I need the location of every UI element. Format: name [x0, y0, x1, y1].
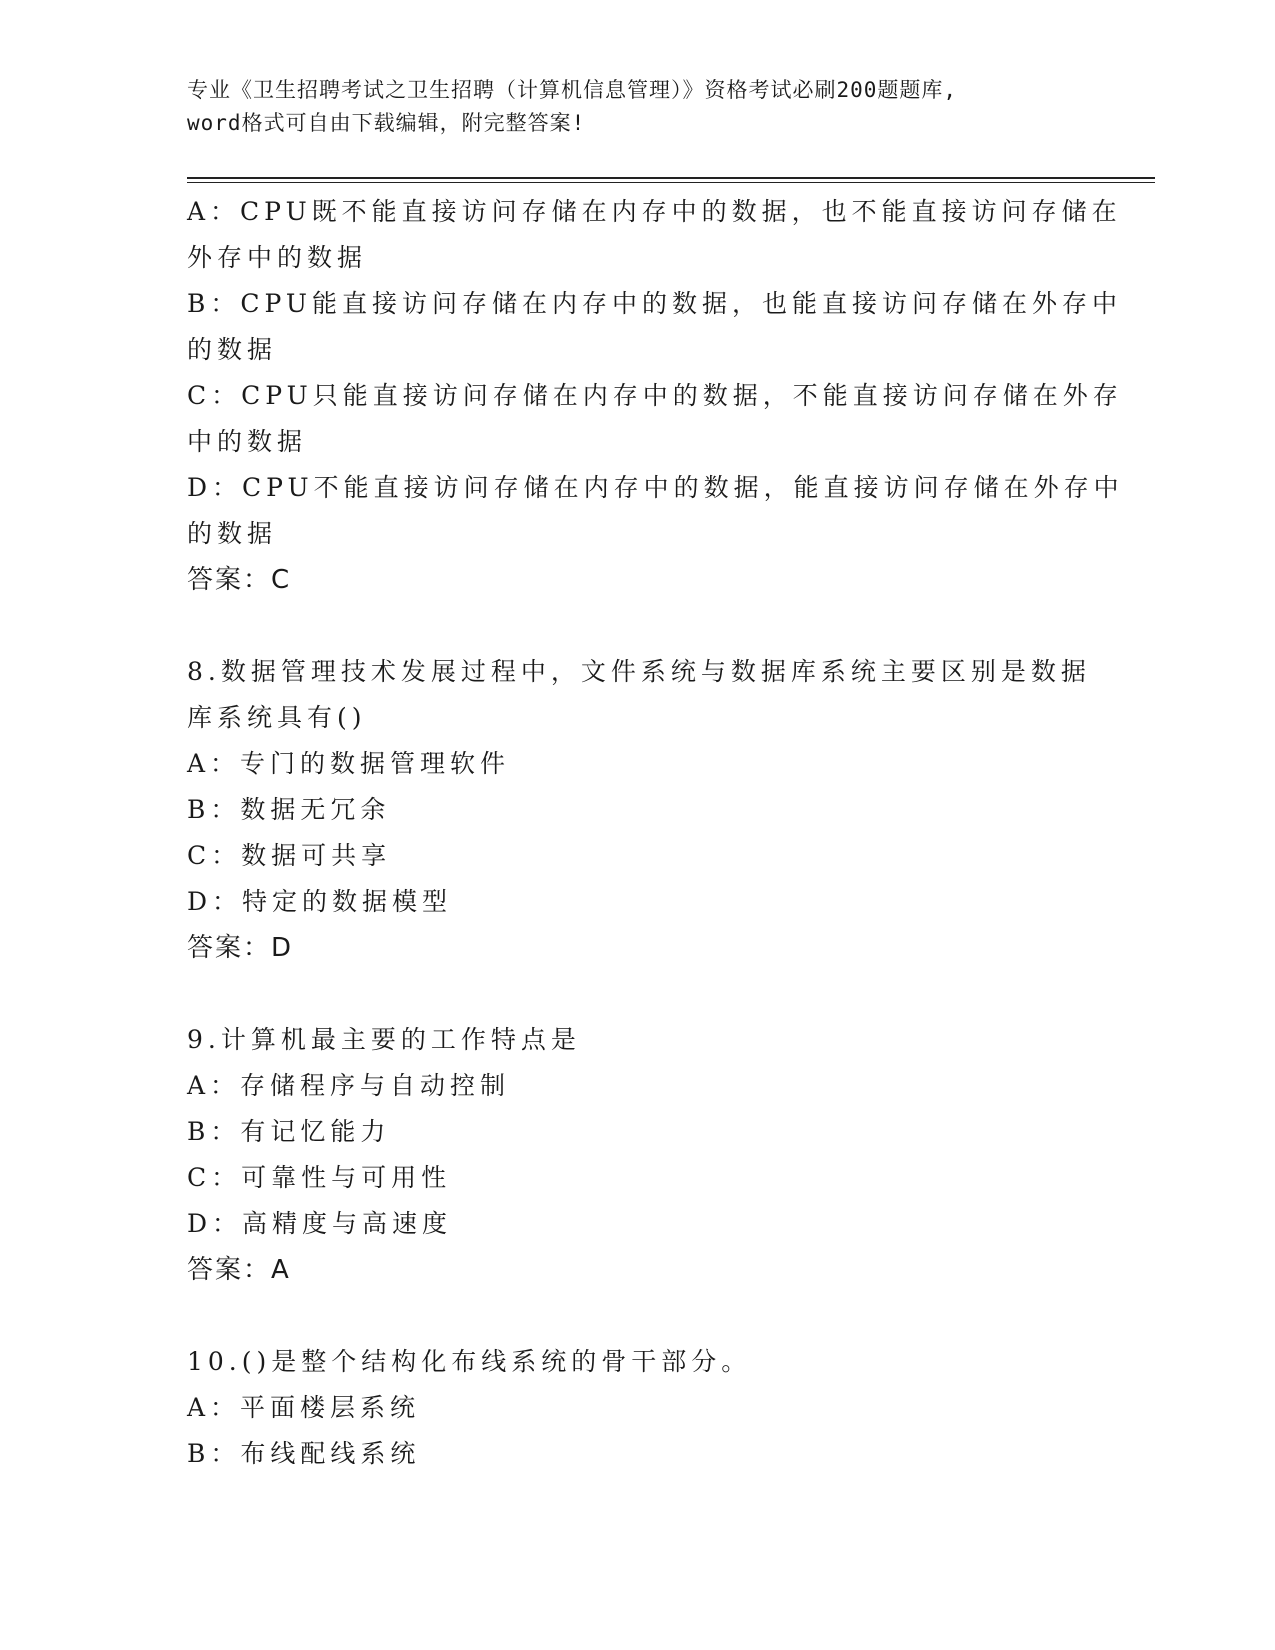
q8-option-b: B：数据无冗余: [187, 795, 391, 824]
header-divider-thick: [187, 177, 1155, 179]
header-title-line-2: word格式可自由下载编辑，附完整答案!: [187, 111, 586, 135]
q7-option-c-line-1: C：CPU只能直接访问存储在内存中的数据，不能直接访问存储在外存: [187, 381, 1123, 410]
q8-option-a: A：专门的数据管理软件: [187, 749, 511, 778]
spacer: [187, 1293, 1067, 1339]
q9-option-d: D：高精度与高速度: [187, 1209, 453, 1238]
q8-option-d: D：特定的数据模型: [187, 887, 453, 916]
q7-option-a-line-2: 外存中的数据: [187, 243, 368, 272]
q10-stem: 10.()是整个结构化布线系统的骨干部分。: [187, 1347, 752, 1376]
q8-stem-line-1: 8.数据管理技术发展过程中，文件系统与数据库系统主要区别是数据: [187, 657, 1091, 686]
q7-option-b-line-2: 的数据: [187, 335, 278, 364]
q8-stem-line-2: 库系统具有(): [187, 703, 367, 732]
q10-option-a: A：平面楼层系统: [187, 1393, 421, 1422]
document-header: [187, 74, 1087, 140]
q7-option-b-line-1: B：CPU能直接访问存储在内存中的数据，也能直接访问存储在外存中: [187, 289, 1122, 318]
q9-answer: 答案：A: [187, 1255, 291, 1285]
header-title-line-1: 专业《卫生招聘考试之卫生招聘（计算机信息管理）》资格考试必刷200题题库,: [187, 78, 958, 102]
q8-answer: 答案：D: [187, 933, 294, 963]
q10-option-b: B：布线配线系统: [187, 1439, 421, 1468]
q9-stem: 9.计算机最主要的工作特点是: [187, 1025, 581, 1054]
q8-option-c: C：数据可共享: [187, 841, 392, 870]
q9-option-b: B：有记忆能力: [187, 1117, 391, 1146]
q7-option-c-line-2: 中的数据: [187, 427, 308, 456]
q9-option-a: A：存储程序与自动控制: [187, 1071, 511, 1100]
q7-answer: 答案：C: [187, 565, 292, 595]
spacer: [187, 603, 1067, 649]
spacer: [187, 971, 1067, 1017]
q7-option-a-line-1: A：CPU既不能直接访问存储在内存中的数据，也不能直接访问存储在: [187, 197, 1122, 226]
q7-option-d-line-2: 的数据: [187, 519, 278, 548]
header-divider-thin: [187, 182, 1155, 183]
document-body: [187, 189, 1124, 1477]
q9-option-c: C：可靠性与可用性: [187, 1163, 452, 1192]
q7-option-d-line-1: D：CPU不能直接访问存储在内存中的数据，能直接访问存储在外存中: [187, 473, 1124, 502]
